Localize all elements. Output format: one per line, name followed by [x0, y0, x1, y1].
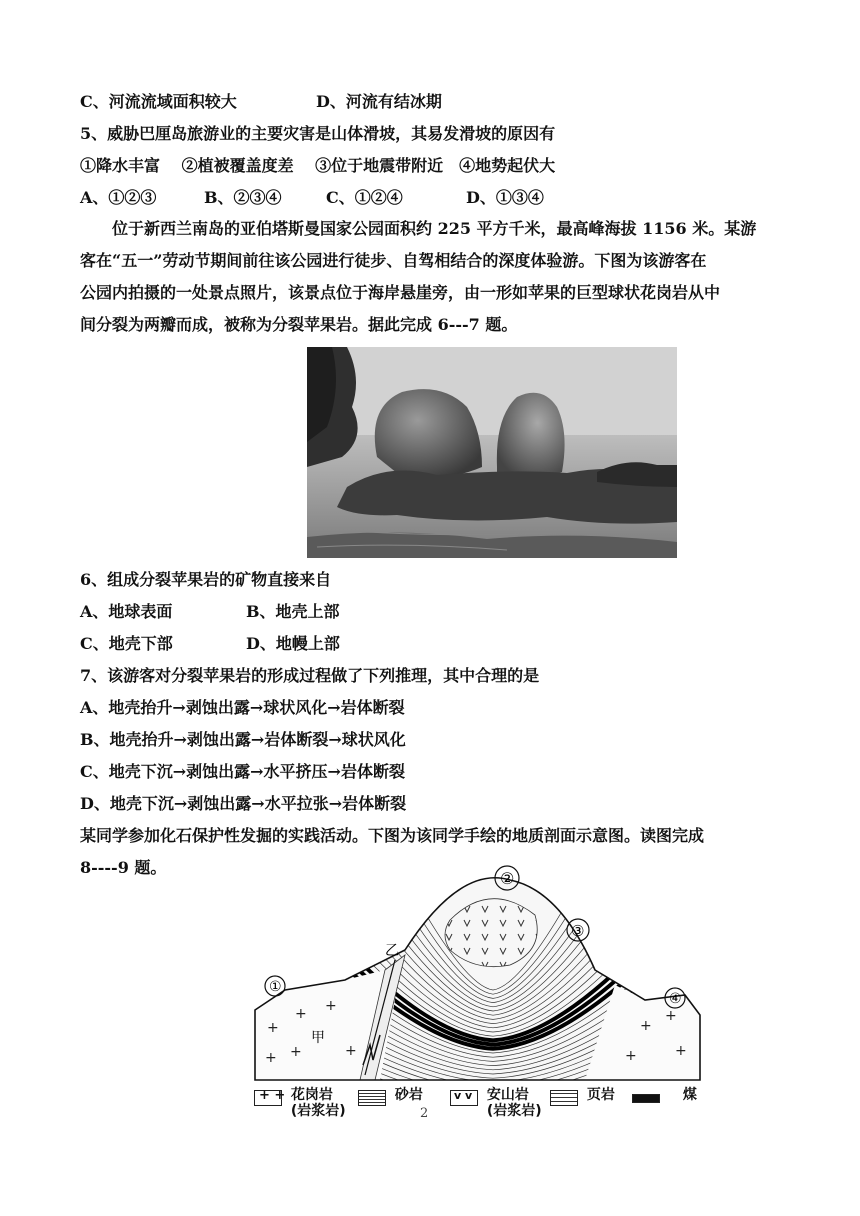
q7-option-c: C、地壳下沉→剥蚀出露→水平挤压→岩体断裂 — [80, 762, 405, 781]
q7-stem: 7、该游客对分裂苹果岩的形成过程做了下列推理，其中合理的是 — [80, 666, 540, 685]
label-yi: 乙 — [385, 943, 399, 959]
shale-swatch — [550, 1090, 578, 1106]
svg-text:+: + — [325, 998, 337, 1014]
q7-option-a: A、地壳抬升→剥蚀出露→球状风化→岩体断裂 — [80, 698, 405, 717]
q6-option-c: C、地壳下部 — [80, 634, 173, 653]
q6-option-d: D、地幔上部 — [246, 634, 340, 653]
passage1-line2: 客在“五一”劳动节期间前往该公园进行徒步、自驾相结合的深度体验游。下图为该游客在 — [80, 251, 707, 270]
svg-text:+: + — [265, 1050, 277, 1066]
q5-option-b: B、②③④ — [204, 188, 282, 207]
svg-text:+: + — [295, 1006, 307, 1022]
marker-2: ② — [500, 869, 515, 888]
coal-swatch — [632, 1094, 660, 1103]
svg-text:+: + — [665, 1008, 677, 1024]
sandstone-swatch — [358, 1090, 386, 1106]
legend-shale — [550, 1087, 615, 1106]
q4-option-d: D、河流有结冰期 — [316, 92, 442, 111]
label-jia: 甲 — [311, 1030, 325, 1046]
granite-swatch: + + — [254, 1090, 282, 1106]
q5-items: ①降水丰富 ②植被覆盖度差 ③位于地震带附近 ④地势起伏大 — [80, 156, 556, 175]
page-number: 2 — [420, 1106, 429, 1121]
legend-andesite — [450, 1087, 542, 1119]
andesite-swatch: v v — [450, 1090, 478, 1106]
legend-coal-label: 煤 — [682, 1087, 697, 1103]
svg-text:+: + — [675, 1043, 687, 1059]
svg-text:+: + — [267, 1020, 279, 1036]
legend-shale-label: 页岩 — [586, 1087, 615, 1103]
legend-granite — [254, 1087, 346, 1119]
legend-sandstone-label: 砂岩 — [394, 1087, 423, 1103]
q5-option-d: D、①③④ — [466, 188, 544, 207]
legend-sandstone — [358, 1087, 423, 1106]
svg-text:+: + — [345, 1043, 357, 1059]
q4-option-c: C、河流流域面积较大 — [80, 92, 237, 111]
legend-coal — [632, 1087, 697, 1103]
q5-option-c: C、①②④ — [326, 188, 403, 207]
legend — [254, 1087, 714, 1123]
q5-option-a: A、①②③ — [80, 188, 157, 207]
passage1-line4: 间分裂为两瓣而成，被称为分裂苹果岩。据此完成 6---7 题。 — [80, 315, 518, 334]
legend-andesite-sub: (岩浆岩) — [486, 1103, 542, 1119]
q6-option-a: A、地球表面 — [80, 602, 173, 621]
legend-andesite-label: 安山岩 — [486, 1087, 529, 1103]
q6-stem: 6、组成分裂苹果岩的矿物直接来自 — [80, 570, 332, 589]
passage1-line1: 位于新西兰南岛的亚伯塔斯曼国家公园面积约 225 平方千米，最高峰海拔 1156 米。某游 — [112, 219, 757, 238]
q6-option-b: B、地壳上部 — [246, 602, 340, 621]
svg-text:+: + — [290, 1044, 302, 1060]
svg-text:+: + — [640, 1018, 652, 1034]
marker-3: ③ — [571, 922, 585, 940]
split-apple-rock-photo — [307, 347, 677, 558]
geologic-cross-section — [245, 860, 715, 1125]
passage2-line1: 某同学参加化石保护性发掘的实践活动。下图为该同学手绘的地质剖面示意图。读图完成 — [80, 826, 705, 845]
q5-stem: 5、威胁巴厘岛旅游业的主要灾害是山体滑坡，其易发滑坡的原因有 — [80, 124, 556, 143]
passage1-line3: 公园内拍摄的一处景点照片，该景点位于海岸悬崖旁，由一形如苹果的巨型球状花岗岩从中 — [80, 283, 721, 302]
marker-1: ① — [269, 979, 282, 995]
q7-option-b: B、地壳抬升→剥蚀出露→岩体断裂→球状风化 — [80, 730, 406, 749]
legend-granite-sub: (岩浆岩) — [290, 1103, 346, 1119]
marker-4: ④ — [669, 991, 682, 1007]
passage2-line2: 8----9 题。 — [80, 858, 167, 877]
q7-option-d: D、地壳下沉→剥蚀出露→水平拉张→岩体断裂 — [80, 794, 407, 813]
svg-text:+: + — [625, 1048, 637, 1064]
legend-granite-label: 花岗岩 — [290, 1087, 333, 1103]
